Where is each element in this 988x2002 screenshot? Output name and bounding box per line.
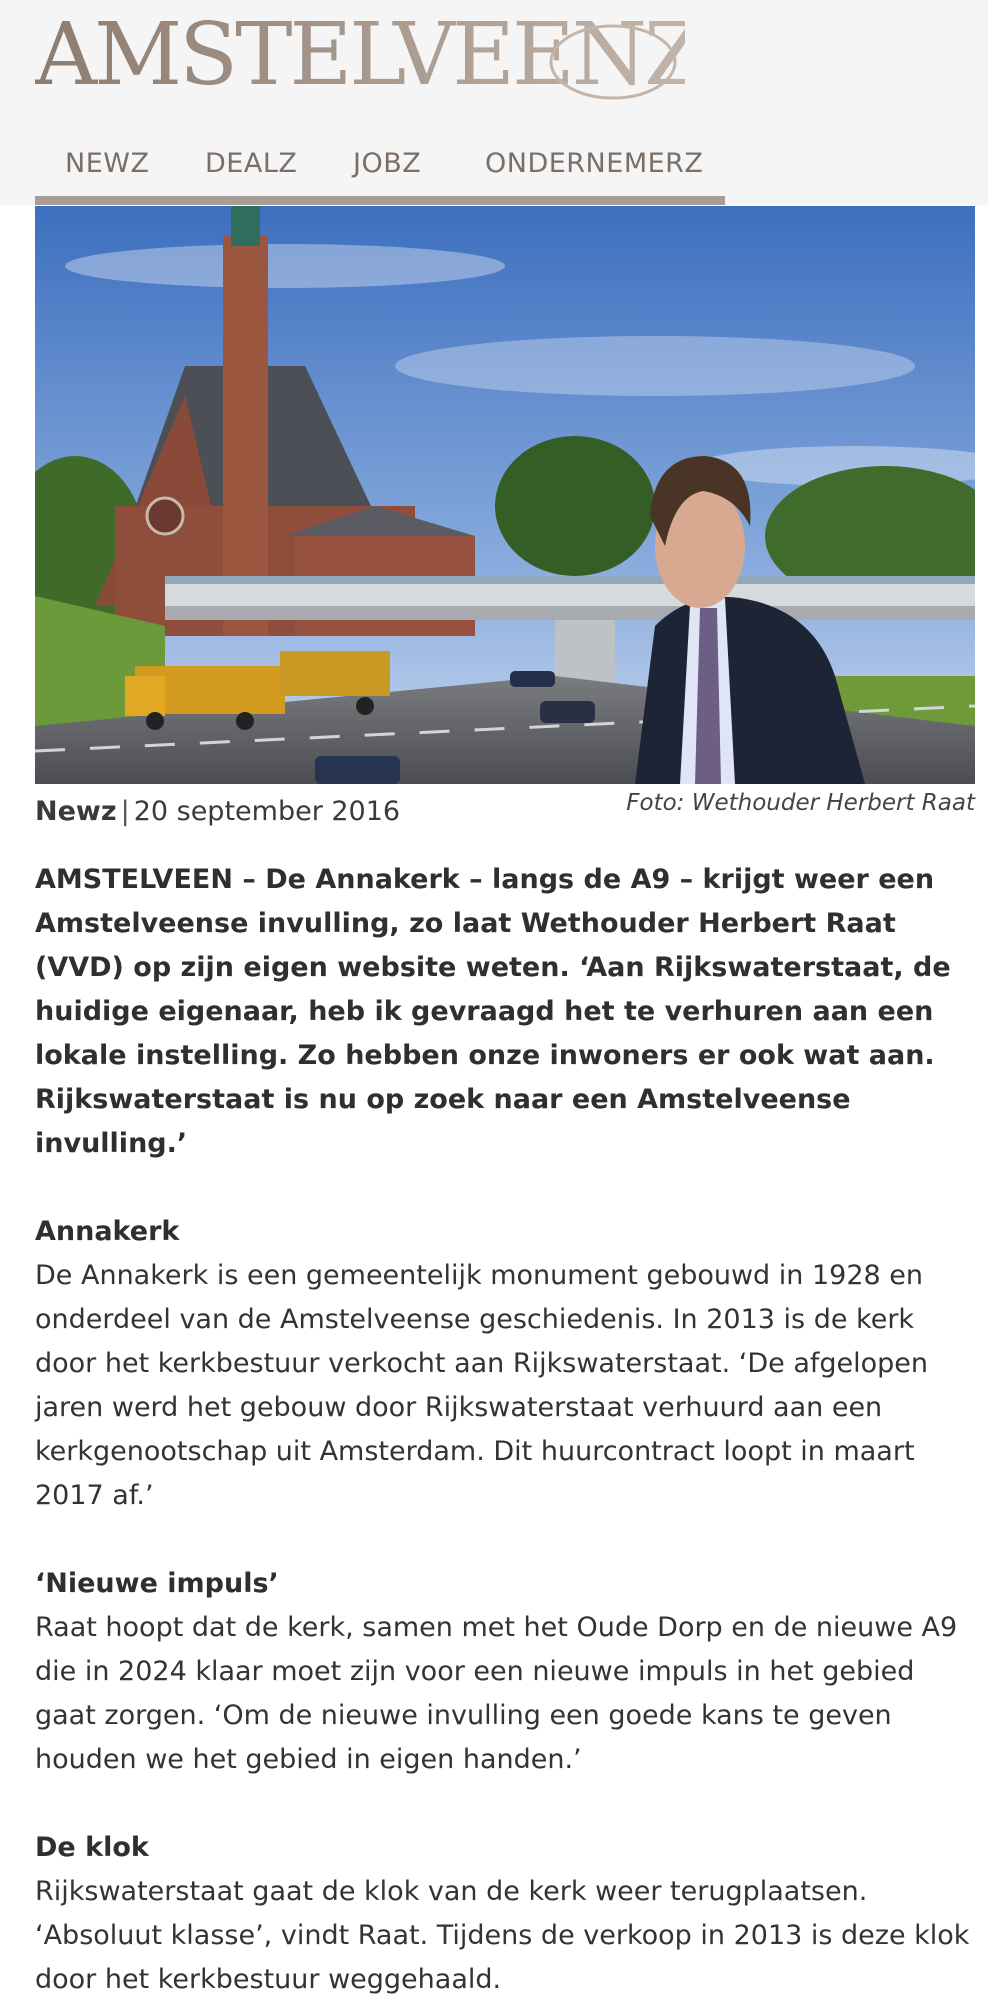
section-heading: De klok bbox=[35, 1832, 149, 1863]
site-header bbox=[0, 0, 988, 205]
section-de-klok bbox=[35, 1826, 980, 2002]
article-meta bbox=[35, 796, 400, 827]
article-body bbox=[35, 858, 980, 2002]
logo-wordmark bbox=[35, 14, 685, 104]
hero-photo bbox=[35, 206, 975, 784]
nav-item-newz[interactable]: NEWZ bbox=[65, 148, 150, 179]
section-annakerk bbox=[35, 1210, 980, 1518]
section-paragraph: Rijkswaterstaat gaat de klok van de kerk weer terugplaatsen. ‘Absoluut klasse’, vindt Raat. Tijdens de verkoop in 2013 is deze klok door het kerkbestuur weggehaald. bbox=[35, 1876, 970, 1995]
section-heading: ‘Nieuwe impuls’ bbox=[35, 1568, 279, 1599]
article-lead: AMSTELVEEN – De Annakerk – langs de A9 – krijgt weer een Amstelveense invulling, zo laat Wethouder Herbert Raat (VVD) op zijn eigen website weten. ‘Aan Rijkswaterstaat, de huidige eigenaar, heb ik gevraagd het te verhuren aan een lokale instelling. Zo hebben onze inwoners er ook wat aan. Rijkswaterstaat is nu op zoek naar een Amstelveense invulling.’ bbox=[35, 864, 951, 1159]
section-nieuwe-impuls bbox=[35, 1562, 980, 1782]
meta-separator: | bbox=[120, 796, 130, 827]
site-logo[interactable] bbox=[35, 14, 685, 104]
nav-underline bbox=[35, 196, 725, 205]
image-caption: Foto: Wethouder Herbert Raat bbox=[626, 790, 975, 816]
main-nav bbox=[35, 140, 725, 196]
article-category[interactable]: Newz bbox=[35, 796, 117, 827]
nav-item-ondernemerz[interactable]: ONDERNEMERZ bbox=[485, 148, 704, 179]
section-paragraph: De Annakerk is een gemeentelijk monument gebouwd in 1928 en onderdeel van de Amstelveense geschiedenis. In 2013 is de kerk door het kerkbestuur verkocht aan Rijkswaterstaat. ‘De afgelopen jaren werd het gebouw door Rijkswaterstaat verhuurd aan een kerkgenootschap uit Amsterdam. Dit huurcontract loopt in maart 2017 af.’ bbox=[35, 1260, 929, 1511]
article-date: 20 september 2016 bbox=[133, 796, 401, 827]
section-paragraph: Raat hoopt dat de kerk, samen met het Oude Dorp en de nieuwe A9 die in 2024 klaar moet zijn voor een nieuwe impuls in het gebied gaat zorgen. ‘Om de nieuwe invulling een goede kans te geven houden we het gebied in eigen handen.’ bbox=[35, 1612, 958, 1775]
nav-item-jobz[interactable]: JOBZ bbox=[353, 148, 422, 179]
section-heading: Annakerk bbox=[35, 1216, 180, 1247]
nav-item-dealz[interactable]: DEALZ bbox=[205, 148, 298, 179]
logo-text: AMSTELVEENZ bbox=[35, 14, 685, 104]
article-hero-image bbox=[35, 206, 975, 784]
